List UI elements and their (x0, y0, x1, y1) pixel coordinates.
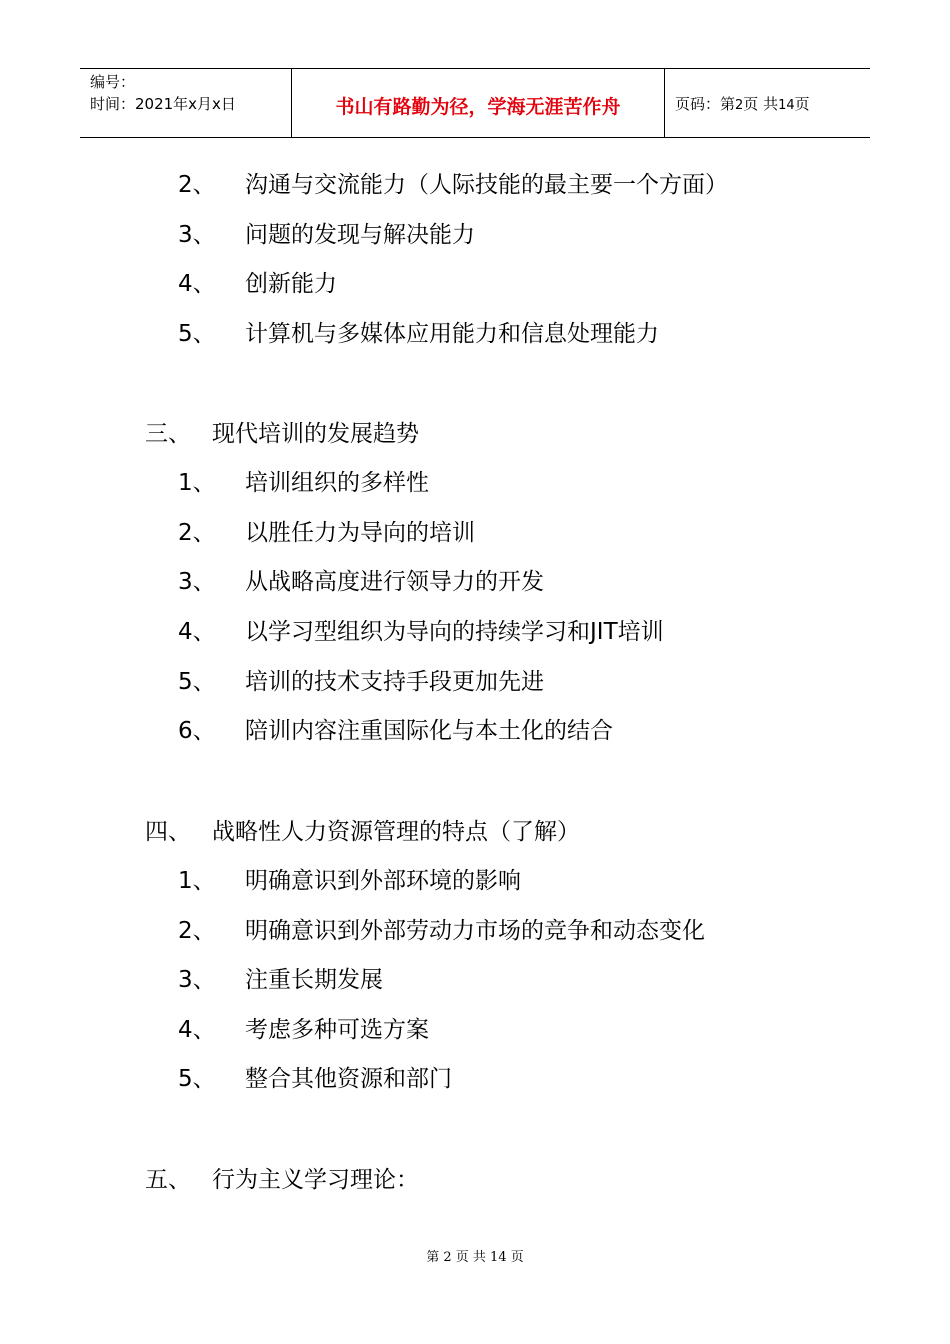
section-title: 行为主义学习理论： (212, 1167, 419, 1193)
item-number: 4、 (178, 619, 216, 645)
item-number: 3、 (178, 967, 216, 993)
item-text: 明确意识到外部环境的影响 (245, 868, 521, 894)
header-meta (80, 69, 292, 137)
section-number: 五、 (145, 1167, 191, 1193)
item-text: 整合其他资源和部门 (245, 1066, 452, 1092)
item-number: 6、 (178, 718, 216, 744)
section-number: 三、 (145, 421, 191, 447)
item-text: 从战略高度进行领导力的开发 (245, 569, 544, 595)
section-number: 四、 (145, 819, 191, 845)
item-text: 明确意识到外部劳动力市场的竞争和动态变化 (245, 918, 705, 944)
item-number: 2、 (178, 520, 216, 546)
item-text: 创新能力 (245, 271, 337, 297)
item-number: 2、 (178, 918, 216, 944)
item-number: 2、 (178, 172, 216, 198)
item-text: 培训的技术支持手段更加先进 (245, 669, 544, 695)
motto-text: 书山有路勤为径，学海无涯苦作舟 (335, 95, 621, 118)
page-prefix: 页码：第 (675, 94, 736, 113)
item-text: 培训组织的多样性 (245, 470, 429, 496)
code-label: 编号： (90, 73, 136, 91)
page-number: 2 (735, 97, 744, 113)
item-number: 5、 (178, 669, 216, 695)
item-text: 计算机与多媒体应用能力和信息处理能力 (245, 321, 659, 347)
item-number: 4、 (178, 1017, 216, 1043)
section-title: 现代培训的发展趋势 (212, 421, 419, 447)
item-text: 考虑多种可选方案 (245, 1017, 429, 1043)
item-text: 以胜任力为导向的培训 (245, 520, 475, 546)
page-suffix: 页 (794, 94, 810, 113)
item-number: 1、 (178, 470, 216, 496)
page-mid: 页 共 (743, 94, 779, 113)
item-text: 问题的发现与解决能力 (245, 222, 475, 248)
page-header (80, 68, 870, 138)
time-label: 时间：2021年x月x日 (90, 95, 236, 113)
page-footer: 第 2 页 共 14 页 (426, 1250, 524, 1265)
item-number: 1、 (178, 868, 216, 894)
section-title: 战略性人力资源管理的特点（了解） (212, 819, 580, 845)
item-text: 陪训内容注重国际化与本土化的结合 (245, 718, 613, 744)
item-number: 5、 (178, 1066, 216, 1092)
item-number: 5、 (178, 321, 216, 347)
page-total: 14 (778, 97, 795, 113)
item-number: 3、 (178, 222, 216, 248)
page-indicator (675, 93, 870, 114)
item-text: 以学习型组织为导向的持续学习和JIT培训 (245, 619, 664, 645)
header-motto (292, 69, 665, 137)
item-text: 注重长期发展 (245, 967, 383, 993)
item-number: 3、 (178, 569, 216, 595)
item-number: 4、 (178, 271, 216, 297)
item-text: 沟通与交流能力（人际技能的最主要一个方面） (245, 172, 728, 198)
header-page-info (665, 69, 870, 137)
